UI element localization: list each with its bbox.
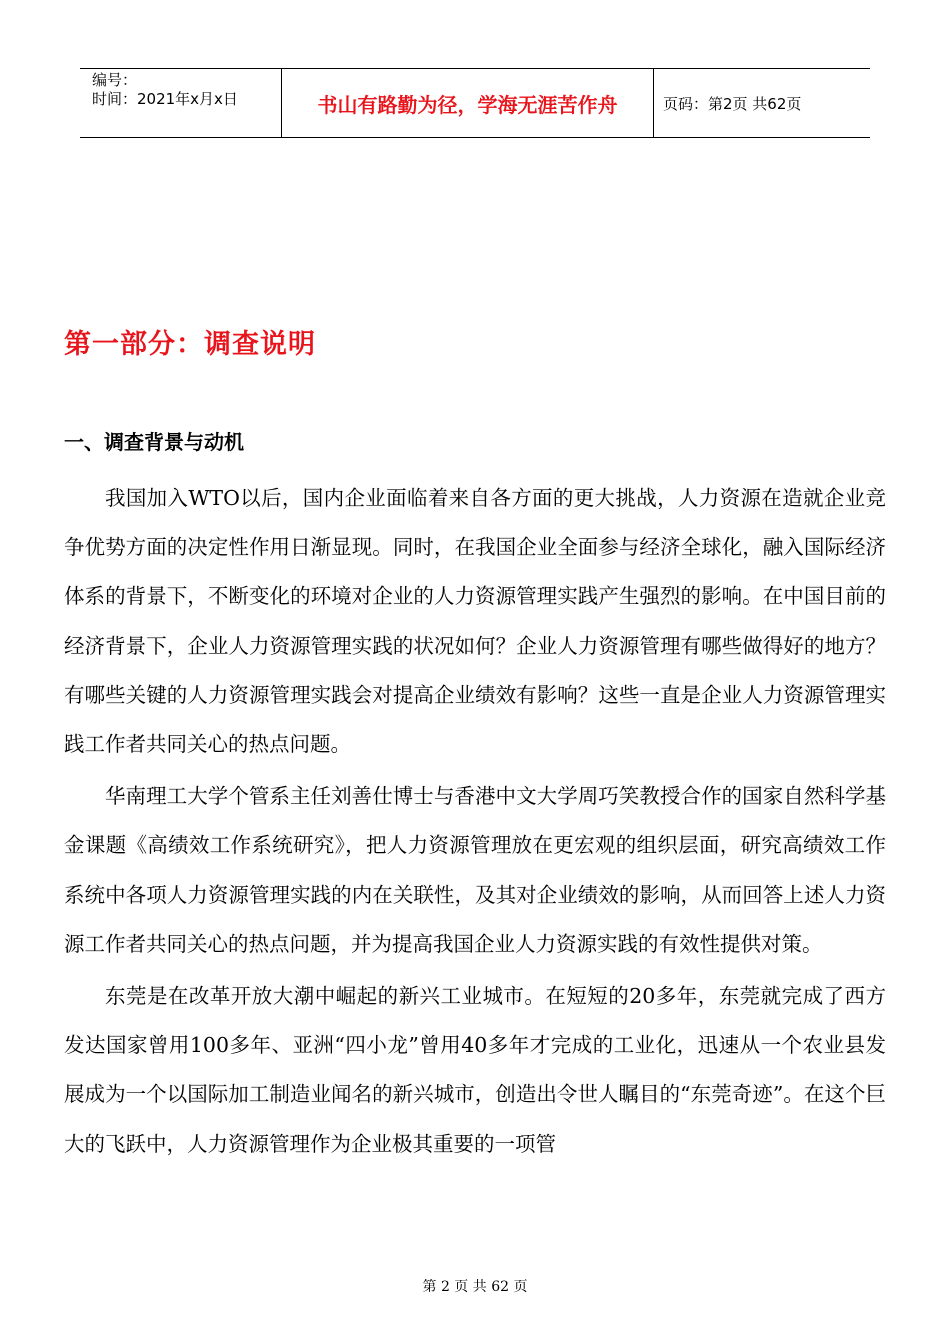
date-label: 时间：2021年x月x日 (92, 90, 238, 108)
header-page-code: 页码：第2页 共62页 (663, 94, 802, 113)
paragraph: 东莞是在改革开放大潮中崛起的新兴工业城市。在短短的20多年，东莞就完成了西方发达国家曾用100多年、亚洲“四小龙”曾用40多年才完成的工业化，迅速从一个农业县发展成为一个以国际加工制造业闻名的新兴城市，创造出令世人瞩目的“东莞奇迹”。在这个巨大的飞跃中，人力资源管理作为企业极其重要的一项管 (64, 984, 886, 1156)
header-info-cell (80, 69, 282, 137)
subsection-title: 一、调查背景与动机 (64, 430, 244, 454)
serial-number-label: 编号： (92, 71, 138, 89)
page-footer: 第 2 页 共 62 页 (422, 1279, 528, 1295)
section-title: 第一部分：调查说明 (64, 329, 316, 360)
paragraph: 华南理工大学个管系主任刘善仕博士与香港中文大学周巧笑教授合作的国家自然科学基金课题《高绩效工作系统研究》，把人力资源管理放在更宏观的组织层面，研究高绩效工作系统中各项人力资源管理实践的内在关联性，及其对企业绩效的影响，从而回答上述人力资源工作者共同关心的热点问题，并为提高我国企业人力资源实践的有效性提供对策。 (64, 784, 886, 956)
paragraph: 我国加入WTO以后，国内企业面临着来自各方面的更大挑战，人力资源在造就企业竞争优势方面的决定性作用日渐显现。同时，在我国企业全面参与经济全球化，融入国际经济体系的背景下，不断变化的环境对企业的人力资源管理实践产生强烈的影响。在中国目前的经济背景下，企业人力资源管理实践的状况如何？企业人力资源管理有哪些做得好的地方？有哪些关键的人力资源管理实践会对提高企业绩效有影响？这些一直是企业人力资源管理实践工作者共同关心的热点问题。 (64, 486, 886, 757)
document-header-table (80, 68, 870, 138)
body-text (64, 474, 886, 1172)
header-motto: 书山有路勤为径，学海无涯苦作舟 (282, 69, 654, 137)
